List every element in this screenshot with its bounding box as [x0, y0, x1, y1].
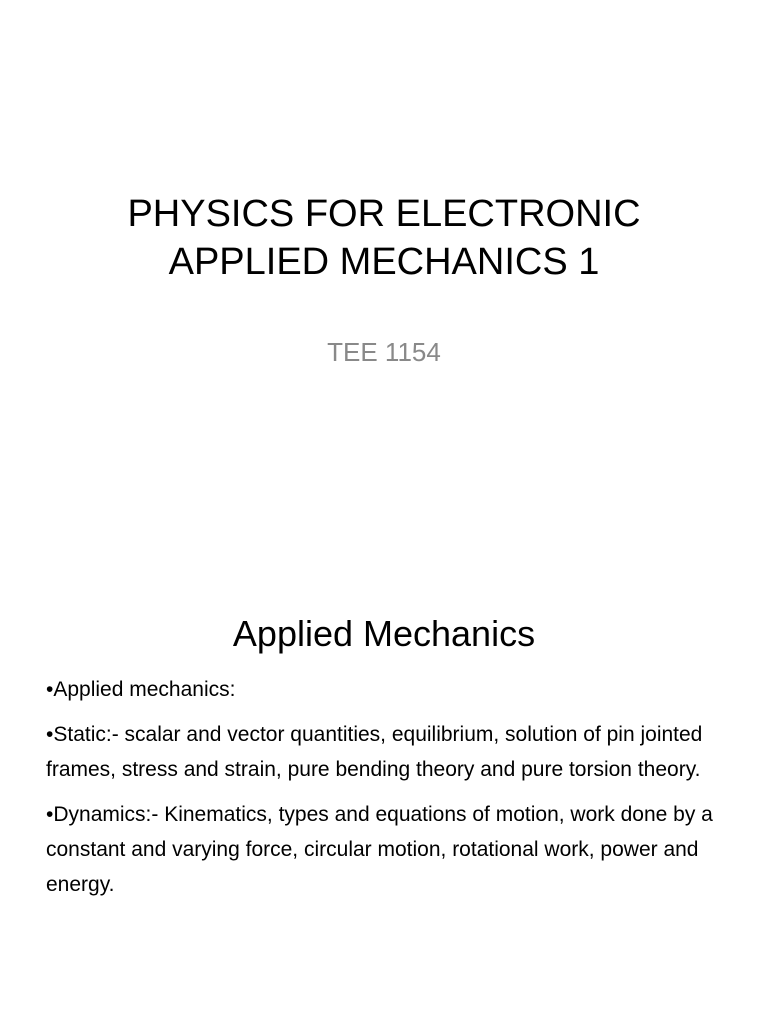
section-title: Applied Mechanics — [232, 613, 536, 654]
main-title — [0, 190, 768, 286]
bullet-item: •Static:- scalar and vector quantities, equilibrium, solution of pin jointed frames, stress and strain, pure bending theory and pure torsion theory. — [46, 723, 703, 781]
bullet-item: •Applied mechanics: — [46, 678, 236, 701]
bullet-item: •Dynamics:- Kinematics, types and equations of motion, work done by a constant and varying force, circular motion, rotational work, power and energy. — [46, 803, 713, 896]
content-slide — [0, 512, 768, 1024]
course-code-subtitle: TEE 1154 — [327, 337, 441, 367]
main-title-line-2: APPLIED MECHANICS 1 — [168, 241, 600, 283]
main-title-line-1: PHYSICS FOR ELECTRONIC — [127, 193, 641, 235]
bullet-list — [46, 672, 732, 912]
